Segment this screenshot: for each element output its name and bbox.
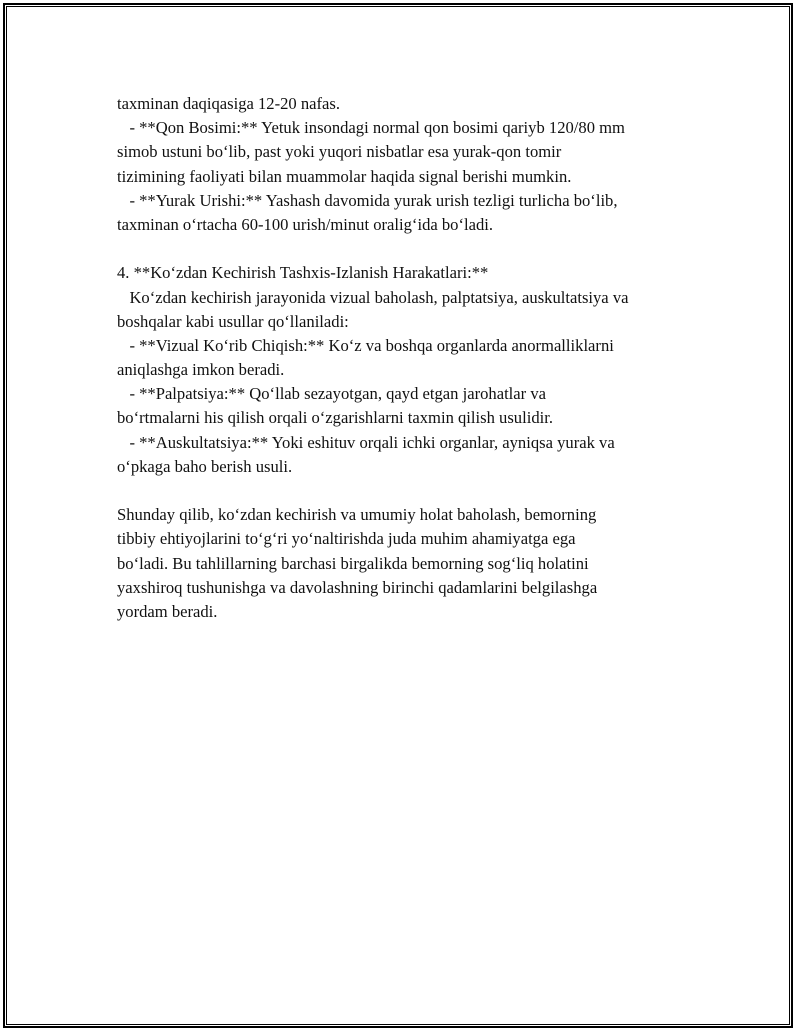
text-line: Ko‘zdan kechirish jarayonida vizual baholash, palptatsiya, auskultatsiya va — [117, 287, 629, 307]
text-line: tibbiy ehtiyojlarini to‘g‘ri yo‘naltirishda juda muhim ahamiyatga ega — [117, 529, 576, 549]
conclusion-paragraph — [117, 503, 697, 624]
paragraph-gap — [117, 479, 697, 503]
text-line: bo‘rtmalarni his qilish orqali o‘zgarishlarni taxmin qilish usulidir. — [117, 408, 553, 428]
text-line: - **Qon Bosimi:** Yetuk insondagi normal qon bosimi qariyb 120/80 mm — [117, 118, 625, 138]
text-line: taxminan o‘rtacha 60-100 urish/minut oralig‘ida bo‘ladi. — [117, 214, 494, 234]
text-line: - **Yurak Urishi:** Yashash davomida yurak urish tezligi turlicha bo‘lib, — [117, 190, 618, 210]
examination-section — [117, 261, 697, 479]
text-line: yaxshiroq tushunishga va davolashning birinchi qadamlarini belgilashga — [117, 577, 598, 597]
text-line: simob ustuni bo‘lib, past yoki yuqori nisbatlar esa yurak-qon tomir — [117, 142, 562, 162]
text-line: - **Auskultatsiya:** Yoki eshituv orqali ichki organlar, ayniqsa yurak va — [117, 432, 615, 452]
text-line: o‘pkaga baho berish usuli. — [117, 456, 293, 476]
section-heading: 4. **Ko‘zdan Kechirish Tashxis-Izlanish Harakatlari:** — [117, 263, 489, 283]
text-line: - **Vizual Ko‘rib Chiqish:** Ko‘z va boshqa organlarda anormalliklarni — [117, 335, 614, 355]
vital-signs-continued — [117, 92, 697, 237]
text-line: - **Palpatsiya:** Qo‘llab sezayotgan, qayd etgan jarohatlar va — [117, 384, 546, 404]
text-line: taxminan daqiqasiga 12-20 nafas. — [117, 94, 341, 113]
text-line: Shunday qilib, ko‘zdan kechirish va umumiy holat baholash, bemorning — [117, 505, 597, 525]
text-line: boshqalar kabi usullar qo‘llaniladi: — [117, 311, 349, 331]
text-line: bo‘ladi. Bu tahlillarning barchasi birgalikda bemorning sog‘liq holatini — [117, 553, 589, 573]
text-line: aniqlashga imkon beradi. — [117, 360, 285, 380]
text-line: tizimining faoliyati bilan muammolar haqida signal berishi mumkin. — [117, 166, 572, 186]
document-text — [117, 92, 697, 624]
paragraph-gap — [117, 237, 697, 261]
text-line: yordam beradi. — [117, 601, 218, 621]
